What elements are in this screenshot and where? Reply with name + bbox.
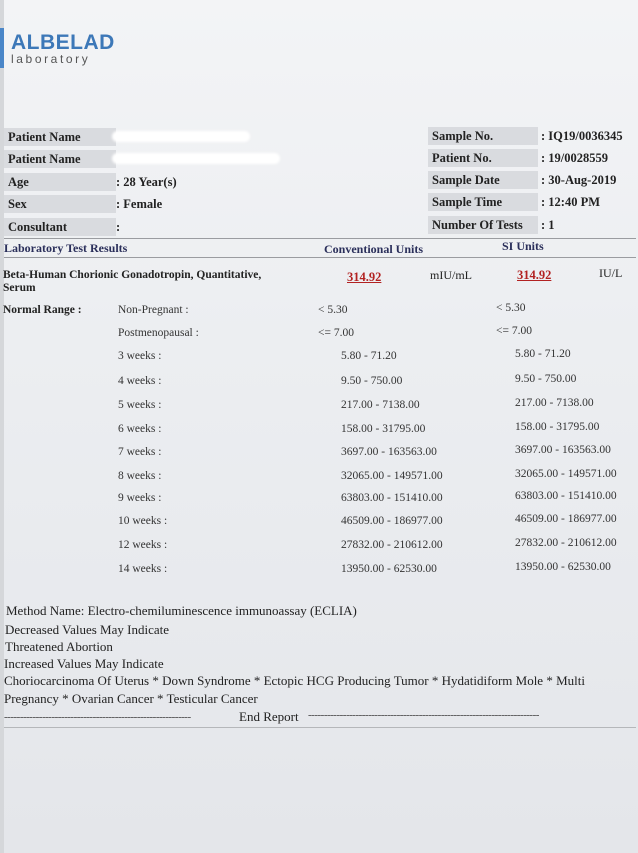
sample-time-value: : 12:40 PM xyxy=(541,195,601,209)
range-conventional: 46509.00 - 186977.00 xyxy=(341,515,443,527)
sample-date-label: Sample Date xyxy=(428,171,538,189)
increased-values-heading: Increased Values May Indicate xyxy=(4,656,164,671)
end-report-dashes-right: ------------------------------------------------------------------------- xyxy=(308,709,539,721)
range-si: 9.50 - 750.00 xyxy=(515,373,577,385)
range-si: <= 7.00 xyxy=(496,325,532,337)
patient-no-label: Patient No. xyxy=(428,149,538,167)
logo-accent-bar xyxy=(0,28,4,68)
age-value: : 28 Year(s) xyxy=(116,175,177,189)
range-label: 14 weeks : xyxy=(118,563,168,575)
si-units-header: SI Units xyxy=(502,239,544,253)
patient-name-label-2: Patient Name xyxy=(4,150,116,168)
range-label: Postmenopausal : xyxy=(118,327,199,339)
header-bottom-rule xyxy=(4,257,636,258)
range-label: 4 weeks : xyxy=(118,375,162,387)
range-label: 12 weeks : xyxy=(118,539,168,551)
sample-time-label: Sample Time xyxy=(428,193,538,211)
consultant-value: : xyxy=(116,220,121,234)
age-label: Age xyxy=(4,173,116,191)
test-name-line1: Beta-Human Chorionic Gonadotropin, Quantitative, xyxy=(3,269,262,281)
range-conventional: 3697.00 - 163563.00 xyxy=(341,446,437,458)
conditions-line2: Pregnancy * Ovarian Cancer * Testicular Cancer xyxy=(4,691,258,706)
range-conventional: 158.00 - 31795.00 xyxy=(341,423,426,435)
range-label: 8 weeks : xyxy=(118,470,162,482)
lab-logo-name: ALBELAD xyxy=(11,31,115,54)
method-name: Method Name: Electro-chemiluminescence immunoassay (ECLIA) xyxy=(6,603,357,618)
number-of-tests-label: Number Of Tests xyxy=(428,216,538,234)
range-conventional: 5.80 - 71.20 xyxy=(341,350,397,362)
sample-no-value: : IQ19/0036345 xyxy=(541,129,623,143)
patient-no-value: : 19/0028559 xyxy=(541,151,609,165)
sex-label: Sex xyxy=(4,195,116,213)
range-conventional: 32065.00 - 149571.00 xyxy=(341,470,443,482)
range-si: 46509.00 - 186977.00 xyxy=(515,513,617,525)
si-unit: IU/L xyxy=(599,266,623,280)
range-si: 63803.00 - 151410.00 xyxy=(515,490,617,502)
lab-logo-subtitle: laboratory xyxy=(11,52,91,66)
range-si: 32065.00 - 149571.00 xyxy=(515,468,617,480)
patient-name-redaction xyxy=(112,131,250,142)
range-si: < 5.30 xyxy=(496,302,526,314)
decreased-values-heading: Decreased Values May Indicate xyxy=(5,622,169,637)
sex-value: : Female xyxy=(116,197,163,211)
range-conventional: 27832.00 - 210612.00 xyxy=(341,539,443,551)
threatened-abortion: Threatened Abortion xyxy=(5,639,113,654)
si-result: 314.92 xyxy=(517,268,552,282)
range-label: 9 weeks : xyxy=(118,492,162,504)
range-conventional: 63803.00 - 151410.00 xyxy=(341,492,443,504)
results-title: Laboratory Test Results xyxy=(4,241,128,255)
patient-name-label: Patient Name xyxy=(4,128,116,146)
consultant-label: Consultant xyxy=(4,218,116,236)
end-report-dashes-left: ----------------------------------------------------------- xyxy=(4,711,191,723)
patient-name-redaction-2 xyxy=(112,153,280,164)
range-conventional: < 5.30 xyxy=(318,304,348,316)
range-si: 158.00 - 31795.00 xyxy=(515,421,600,433)
range-conventional: 9.50 - 750.00 xyxy=(341,375,403,387)
range-label: 10 weeks : xyxy=(118,515,168,527)
range-label: 5 weeks : xyxy=(118,399,162,411)
range-label: 7 weeks : xyxy=(118,446,162,458)
range-conventional: 217.00 - 7138.00 xyxy=(341,399,420,411)
range-label: 3 weeks : xyxy=(118,350,162,362)
range-si: 3697.00 - 163563.00 xyxy=(515,444,611,456)
conditions-line1: Choriocarcinoma Of Uterus * Down Syndrome * Ectopic HCG Producing Tumor * Hydatidiform Mole * Multi xyxy=(4,673,585,688)
normal-range-label: Normal Range : xyxy=(3,304,82,316)
sample-date-value: : 30-Aug-2019 xyxy=(541,173,617,187)
range-label: 6 weeks : xyxy=(118,423,162,435)
range-si: 5.80 - 71.20 xyxy=(515,348,571,360)
range-conventional: <= 7.00 xyxy=(318,327,354,339)
footer-rule xyxy=(4,727,636,728)
end-report-label: End Report xyxy=(239,709,299,724)
range-conventional: 13950.00 - 62530.00 xyxy=(341,563,437,575)
conventional-units-header: Conventional Units xyxy=(324,242,424,256)
range-si: 27832.00 - 210612.00 xyxy=(515,537,617,549)
range-si: 217.00 - 7138.00 xyxy=(515,397,594,409)
range-si: 13950.00 - 62530.00 xyxy=(515,561,611,573)
sample-no-label: Sample No. xyxy=(428,127,538,145)
test-name-line2: Serum xyxy=(3,282,36,294)
range-label: Non-Pregnant : xyxy=(118,304,189,316)
conventional-unit: mIU/mL xyxy=(430,268,472,282)
conventional-result: 314.92 xyxy=(347,270,382,284)
number-of-tests-value: : 1 xyxy=(541,218,555,232)
